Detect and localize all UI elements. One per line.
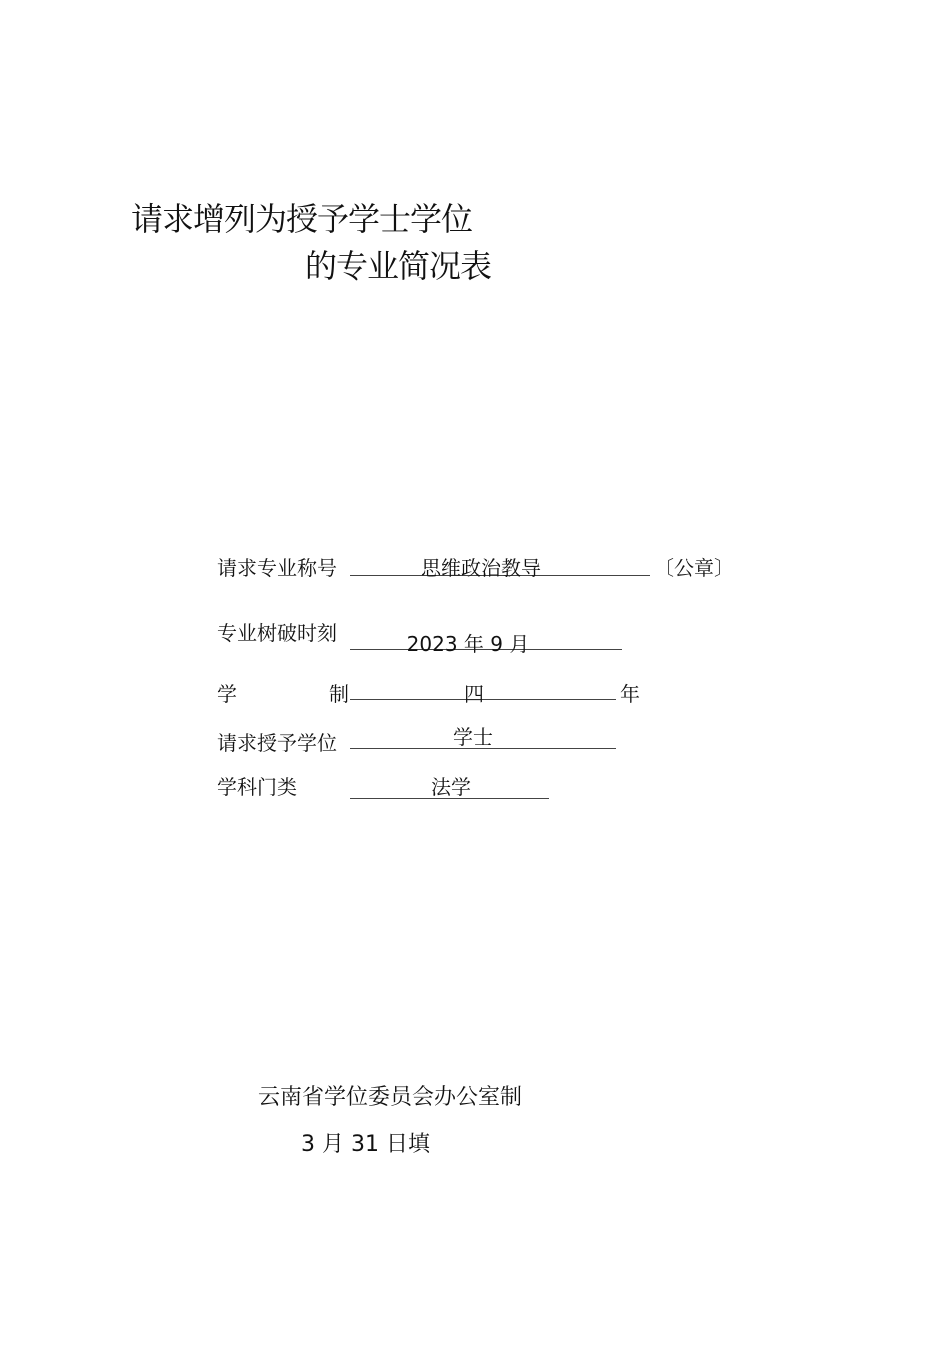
official-seal-note: 〔公章〕 [654, 556, 734, 580]
fill-date: 3 月 31 日填 [301, 1132, 430, 1157]
degree-label: 请求授予学位 [217, 731, 337, 755]
established-value: 2023 年 9 月 [406, 632, 530, 656]
degree-value: 学士 [453, 725, 493, 749]
duration-label-char-1: 学 [217, 682, 237, 706]
title-line-1: 请求增列为授予学士学位 [131, 200, 473, 238]
major-name-value: 思维政治教导 [421, 556, 541, 580]
discipline-label: 学科门类 [217, 775, 297, 799]
duration-unit: 年 [620, 682, 640, 706]
duration-value: 四 [464, 682, 484, 706]
title-line-2: 的专业简况表 [305, 247, 492, 285]
discipline-value: 法学 [431, 775, 471, 799]
duration-label-char-2: 制 [329, 682, 349, 706]
major-name-label: 请求专业称号 [217, 556, 337, 580]
established-label: 专业树破时刻 [217, 621, 337, 645]
issuer-line: 云南省学位委员会办公室制 [258, 1085, 523, 1110]
